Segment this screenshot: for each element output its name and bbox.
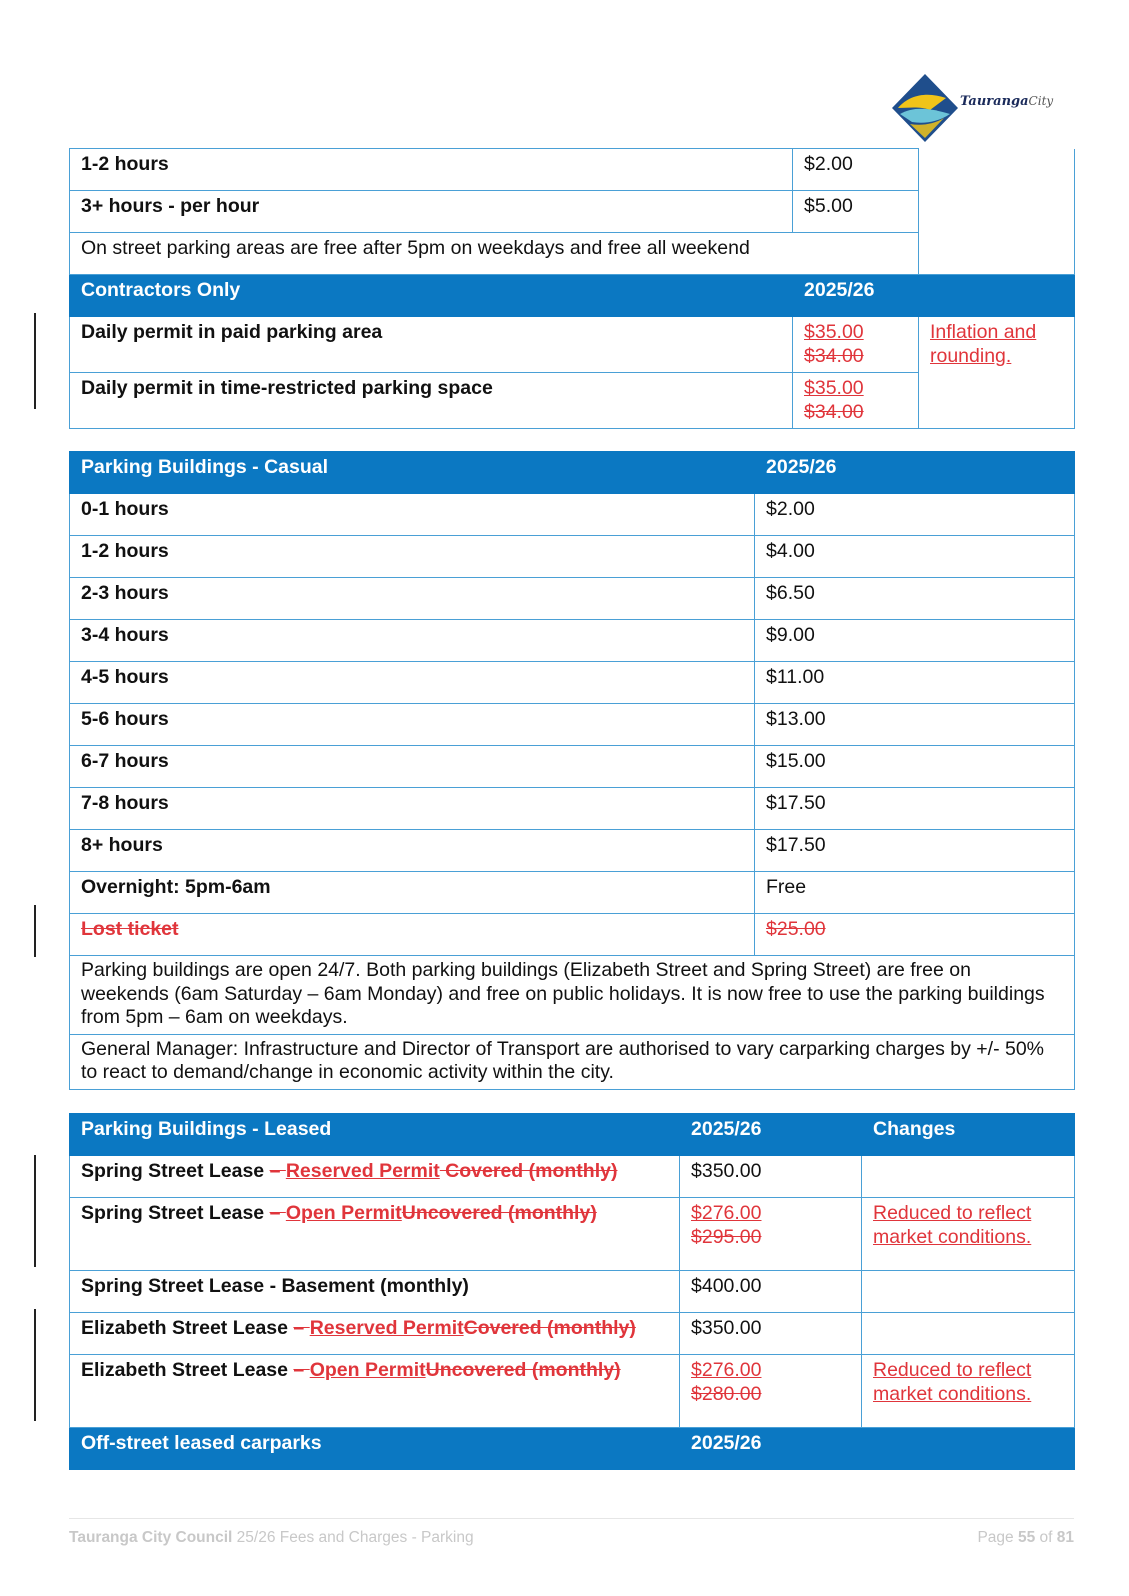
- row-price: $350.00: [680, 1156, 862, 1198]
- deleted-text: –: [269, 1202, 286, 1224]
- row-label: [70, 1198, 680, 1271]
- change-note: [862, 1271, 1075, 1313]
- offstreet-title: Off-street leased carparks: [70, 1428, 680, 1470]
- row-label: [70, 1355, 680, 1428]
- leased-table: [69, 1113, 1075, 1470]
- onstreet-contractors-table: [69, 148, 1075, 429]
- offstreet-header: [70, 1428, 1075, 1470]
- empty-cell: [919, 191, 1075, 233]
- table-row: [70, 830, 1075, 872]
- row-price: Free: [755, 872, 1075, 914]
- deleted-text: Covered (monthly): [463, 1317, 636, 1339]
- deleted-text: Covered (monthly): [439, 1160, 618, 1182]
- contractors-year: 2025/26: [793, 275, 919, 317]
- row-price: [680, 1198, 862, 1271]
- table-row: [70, 788, 1075, 830]
- row-label: Daily permit in paid parking area: [70, 317, 793, 373]
- leased-title: Parking Buildings - Leased: [70, 1114, 680, 1156]
- deleted-text: –: [293, 1317, 310, 1339]
- row-price: $400.00: [680, 1271, 862, 1313]
- change-bar: [34, 905, 36, 957]
- page-total: 81: [1056, 1529, 1074, 1546]
- table-row: [70, 620, 1075, 662]
- table-row: [70, 662, 1075, 704]
- table-row: [70, 191, 1075, 233]
- footer-doc: 25/26 Fees and Charges - Parking: [232, 1529, 474, 1546]
- logo-city: City: [1028, 94, 1054, 108]
- onstreet-note: On street parking areas are free after 5pm on weekdays and free all weekend: [70, 233, 919, 275]
- table-row: [70, 536, 1075, 578]
- inserted-text: Reserved Permit: [309, 1317, 464, 1339]
- casual-header: [70, 452, 1075, 494]
- logo-name: Tauranga: [960, 94, 1029, 109]
- table-row: [70, 1271, 1075, 1313]
- note-row: [70, 956, 1075, 1035]
- row-label: 3+ hours - per hour: [70, 191, 793, 233]
- row-label: 5-6 hours: [70, 704, 755, 746]
- deleted-text: Uncovered (monthly): [425, 1359, 621, 1381]
- leased-header: [70, 1114, 1075, 1156]
- inserted-text: Reserved Permit: [285, 1160, 440, 1182]
- row-price: $4.00: [755, 536, 1075, 578]
- lost-ticket-label: Lost ticket: [70, 914, 755, 956]
- lease-name: Elizabeth Street Lease: [81, 1317, 294, 1339]
- contractors-header: [70, 275, 1075, 317]
- row-price: $6.50: [755, 578, 1075, 620]
- deleted-text: Uncovered (monthly): [401, 1202, 597, 1224]
- lease-name: Elizabeth Street Lease: [81, 1359, 294, 1381]
- new-price: $35.00: [804, 377, 864, 399]
- table-row: [70, 914, 1075, 956]
- row-price: $9.00: [755, 620, 1075, 662]
- row-label: Spring Street Lease - Basement (monthly): [70, 1271, 680, 1313]
- row-label: 3-4 hours: [70, 620, 755, 662]
- new-price: $35.00: [804, 321, 864, 343]
- row-label: [70, 1156, 680, 1198]
- note-row: [70, 233, 1075, 275]
- row-label: [70, 1313, 680, 1355]
- row-label: 4-5 hours: [70, 662, 755, 704]
- table-row: [70, 494, 1075, 536]
- row-label: 1-2 hours: [70, 149, 793, 191]
- page-prefix: Page: [977, 1529, 1018, 1546]
- old-price: $34.00: [804, 345, 864, 367]
- old-price: $295.00: [691, 1226, 762, 1248]
- row-price: [793, 373, 919, 429]
- casual-year: 2025/26: [755, 452, 1075, 494]
- change-note: [862, 1156, 1075, 1198]
- old-price: $280.00: [691, 1383, 762, 1405]
- new-price: $276.00: [691, 1359, 762, 1381]
- row-label: 0-1 hours: [70, 494, 755, 536]
- old-price: $34.00: [804, 401, 864, 423]
- empty-cell: [862, 1428, 1075, 1470]
- lease-name: Spring Street Lease: [81, 1160, 270, 1182]
- row-price: $2.00: [793, 149, 919, 191]
- empty-cell: [919, 233, 1075, 275]
- page-footer: [69, 1518, 1074, 1549]
- leased-changes-header: Changes: [862, 1114, 1075, 1156]
- row-price: $17.50: [755, 788, 1075, 830]
- row-label: 8+ hours: [70, 830, 755, 872]
- table-row: [70, 1156, 1075, 1198]
- change-note: Inflation and rounding.: [919, 317, 1075, 429]
- row-price: $11.00: [755, 662, 1075, 704]
- tauranga-city-logo: [890, 72, 1070, 144]
- casual-title: Parking Buildings - Casual: [70, 452, 755, 494]
- change-note: [862, 1313, 1075, 1355]
- page-number: [977, 1529, 1074, 1547]
- lost-ticket-price: $25.00: [755, 914, 1075, 956]
- change-bar: [34, 1309, 36, 1421]
- change-note: Reduced to reflect market conditions.: [862, 1355, 1075, 1428]
- footer-title: [69, 1529, 474, 1547]
- change-note: Reduced to reflect market conditions.: [862, 1198, 1075, 1271]
- leased-year: 2025/26: [680, 1114, 862, 1156]
- table-row: [70, 1198, 1075, 1271]
- footer-org: Tauranga City Council: [69, 1529, 233, 1546]
- table-row: [70, 872, 1075, 914]
- row-label: Overnight: 5pm-6am: [70, 872, 755, 914]
- table-row: [70, 578, 1075, 620]
- row-price: $15.00: [755, 746, 1075, 788]
- table-row: [70, 1355, 1075, 1428]
- row-price: $2.00: [755, 494, 1075, 536]
- row-price: [680, 1355, 862, 1428]
- row-label: 6-7 hours: [70, 746, 755, 788]
- offstreet-year: 2025/26: [680, 1428, 862, 1470]
- row-price: $350.00: [680, 1313, 862, 1355]
- table-row: [70, 746, 1075, 788]
- inserted-text: Open Permit: [285, 1202, 402, 1224]
- page-current: 55: [1017, 1529, 1036, 1546]
- change-bar: [34, 313, 36, 409]
- new-price: $276.00: [691, 1202, 762, 1224]
- casual-table: [69, 451, 1075, 1090]
- row-label: 2-3 hours: [70, 578, 755, 620]
- table-row: [70, 1313, 1075, 1355]
- casual-note-2: General Manager: Infrastructure and Director of Transport are authorised to vary carparking charges by +/- 50% to react to demand/change in economic activity within the city.: [70, 1034, 1075, 1089]
- change-bar: [34, 1155, 36, 1267]
- table-row: [70, 704, 1075, 746]
- lease-name: Spring Street Lease: [81, 1202, 270, 1224]
- row-price: $17.50: [755, 830, 1075, 872]
- row-price: $13.00: [755, 704, 1075, 746]
- casual-note-1: Parking buildings are open 24/7. Both parking buildings (Elizabeth Street and Spring Street) are free on weekends (6am Saturday – 6am Monday) and free on public holidays. It is now free to use the parking buildings from 5pm – 6am on weekdays.: [70, 956, 1075, 1035]
- table-row: [70, 149, 1075, 191]
- table-row: [70, 317, 1075, 373]
- row-price: $5.00: [793, 191, 919, 233]
- row-label: 1-2 hours: [70, 536, 755, 578]
- note-row: [70, 1034, 1075, 1089]
- deleted-text: –: [269, 1160, 286, 1182]
- empty-cell: [919, 149, 1075, 191]
- row-price: [793, 317, 919, 373]
- page-of: of: [1035, 1529, 1057, 1546]
- row-label: 7-8 hours: [70, 788, 755, 830]
- contractors-title: Contractors Only: [70, 275, 793, 317]
- row-label: Daily permit in time-restricted parking space: [70, 373, 793, 429]
- empty-cell: [919, 275, 1075, 317]
- inserted-text: Open Permit: [309, 1359, 426, 1381]
- deleted-text: –: [293, 1359, 310, 1381]
- logo-diamond-icon: [890, 72, 960, 144]
